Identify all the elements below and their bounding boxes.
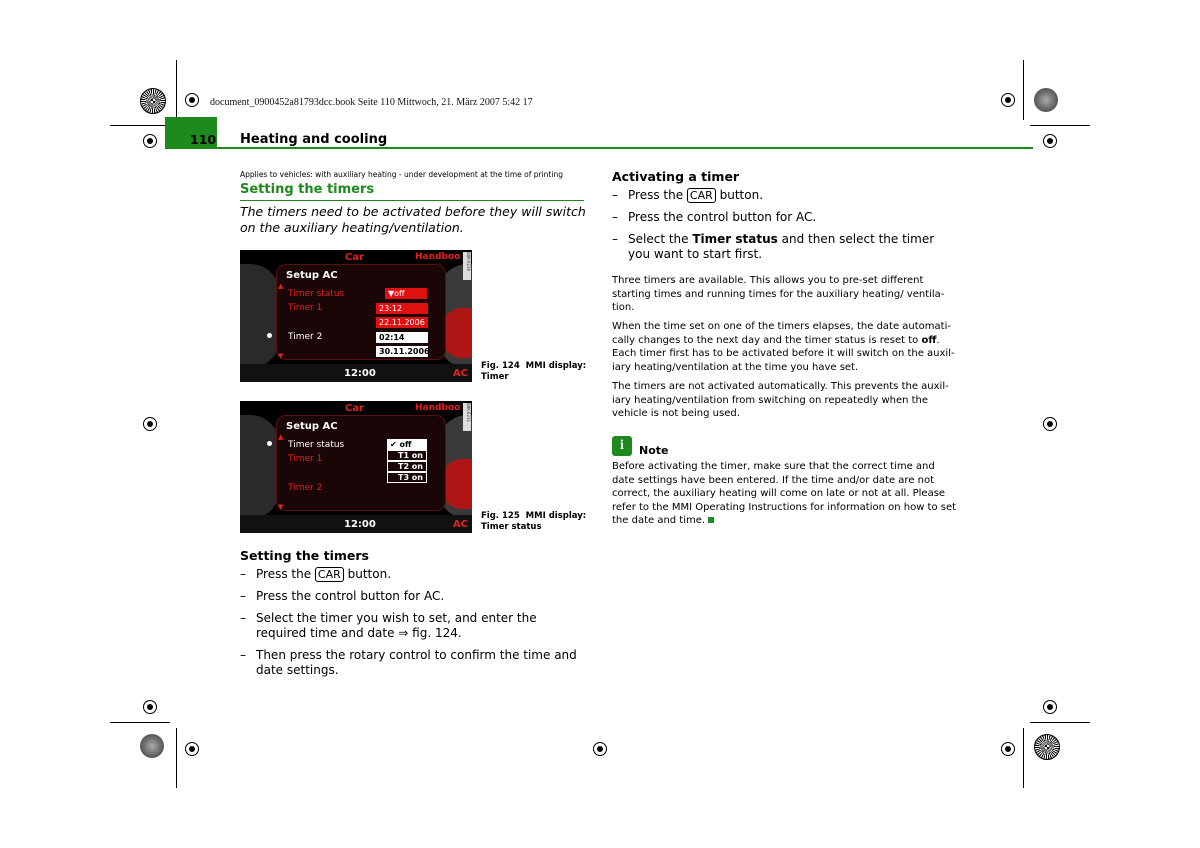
car-button-label: CAR (315, 567, 344, 582)
subsection-heading: Activating a timer (612, 169, 740, 184)
car-button-label: CAR (687, 188, 716, 203)
timer-status-label: Timer status (288, 440, 345, 450)
figure-code: B8K-0231 (463, 403, 471, 431)
step-item: – Press the CAR button. (612, 188, 764, 202)
step-item: – Press the control button for AC. (240, 589, 585, 604)
step-text: Press the (256, 567, 312, 581)
option-t1-on: T1 on (387, 450, 427, 461)
page-title: Heating and cooling (240, 132, 388, 147)
timer-status-label: Timer status (288, 289, 345, 299)
crop-mark (176, 60, 177, 120)
display-right-accent (442, 308, 472, 358)
timer1-date: 22.11.2006 (376, 317, 428, 328)
figure-caption-text: MMI display: Timer status (481, 511, 587, 532)
figure-number: Fig. 125 (481, 511, 520, 521)
paragraph-text: . Each timer first has to be activated before it will switch on the auxil-iary heating/ventilation at the time you have set. (612, 334, 955, 373)
menu-car: Car (345, 252, 365, 263)
step-text: Press the control button for AC. (628, 210, 817, 224)
crop-mark (1030, 722, 1090, 723)
setup-title: Setup AC (286, 270, 338, 281)
timer1-time: 23:12 (376, 303, 428, 314)
display-clock: 12:00 (344, 368, 376, 379)
step-text: Then press the rotary control to confirm the time and date settings. (256, 648, 577, 677)
paragraph-bold: off (921, 334, 937, 346)
registration-mark-icon (185, 742, 199, 756)
registration-mark-icon (1001, 742, 1015, 756)
note-text (612, 460, 957, 528)
paragraph: Three timers are available. This allows you to pre-set different starting times and running times for the auxiliary heating/ ventila-tion. (612, 275, 945, 313)
crop-mark (176, 728, 177, 788)
paragraph-text: When the time set on one of the timers elapses, the date automati-cally changes to the next day and the timer status is reset to (612, 321, 951, 346)
menu-handbook: Handboo (415, 252, 461, 262)
registration-mark-icon (1001, 93, 1015, 107)
crop-mark (110, 722, 170, 723)
registration-mark-icon (143, 417, 157, 431)
step-text: button. (347, 567, 392, 581)
applies-note: Applies to vehicles: with auxiliary heating - under development at the time of printing (240, 170, 563, 179)
step-text-bold: Timer status (692, 232, 778, 246)
option-t2-on: T2 on (387, 461, 427, 472)
section-title: Setting the timers (240, 182, 375, 197)
step-item: – Press the CAR button. (240, 567, 392, 581)
figure-caption (481, 361, 591, 383)
figure-number: Fig. 124 (481, 361, 520, 371)
scroll-down-arrow-icon: ▼ (278, 352, 284, 360)
starburst-target-icon (1034, 734, 1060, 760)
option-t3-on: T3 on (387, 472, 427, 483)
registration-mark-icon (1043, 134, 1057, 148)
crop-mark (1030, 125, 1090, 126)
subsection-heading: Setting the timers (240, 548, 369, 563)
gray-target-icon (1034, 88, 1058, 112)
gray-target-icon (140, 734, 164, 758)
scroll-down-arrow-icon: ▼ (278, 503, 284, 511)
registration-mark-icon (1043, 700, 1057, 714)
registration-mark-icon (143, 134, 157, 148)
registration-mark-icon (593, 742, 607, 756)
crop-mark (1023, 60, 1024, 120)
step-item: – Press the control button for AC. (612, 210, 957, 225)
intro-text: The timers need to be activated before they will switch on the auxiliary heating/ventilation. (240, 204, 586, 235)
step-item: – Select the timer you wish to set, and enter the required time and date ⇒ fig. 124. (240, 611, 585, 641)
registration-mark-icon (143, 700, 157, 714)
step-text: Press the (628, 188, 684, 202)
note-label: Note (639, 444, 669, 457)
setup-title: Setup AC (286, 421, 338, 432)
timer2-label: Timer 2 (288, 483, 323, 493)
crop-mark (1023, 728, 1024, 788)
step-text: Press the control button for AC. (256, 589, 445, 603)
timer2-time: 02:14 (376, 332, 428, 343)
step-item: – Select the Timer status and then select the timer you want to start first. (612, 232, 935, 261)
timer1-label: Timer 1 (288, 454, 323, 464)
paragraph: The timers are not activated automatically. This prevents the auxil-iary heating/ventilation from switching on repeatedly when the vehicle is not being used. (612, 381, 949, 419)
menu-handbook: Handboo (415, 403, 461, 413)
registration-mark-icon (185, 93, 199, 107)
scroll-up-arrow-icon: ▲ (278, 282, 284, 290)
selection-dot-icon (267, 441, 272, 446)
figure-caption (481, 511, 591, 533)
section-rule (240, 200, 584, 201)
crop-mark (110, 125, 170, 126)
step-text: and then select the timer you want to start first. (628, 232, 935, 261)
mmi-display-timer (240, 250, 472, 382)
timer2-date: 30.11.2006 (376, 346, 428, 357)
step-text: Select the (628, 232, 689, 246)
step-text: button. (719, 188, 764, 202)
registration-mark-icon (1043, 417, 1057, 431)
step-text: Select the timer you wish to set, and enter the required time and date ⇒ fig. 124. (256, 611, 537, 640)
timer-status-value: ▼off (385, 288, 427, 299)
display-ac: AC (452, 519, 468, 530)
note-body: Before activating the timer, make sure that the correct time and date settings have been entered. If the time and/or date are not correct, the auxiliary heating will come on late or not at all. Please refer to the MMI Operating Instructions for information on how to set the date and time. (612, 461, 957, 526)
paragraph (612, 320, 957, 374)
menu-car: Car (345, 403, 365, 414)
option-off: ✔ off (387, 439, 427, 450)
step-item: – Then press the rotary control to confirm the time and date settings. (240, 648, 585, 678)
header-rule (165, 147, 1033, 149)
info-icon: i (612, 436, 632, 456)
print-info-line: document_0900452a81793dcc.book Seite 110 Mittwoch, 21. März 2007 5:42 17 (210, 97, 533, 108)
figure-code: B8K-0230 (463, 252, 471, 280)
display-right-accent (442, 459, 472, 509)
figure-caption-text: MMI display: Timer (481, 361, 587, 382)
display-left-bezel (240, 264, 280, 368)
display-left-bezel (240, 415, 280, 519)
scroll-up-arrow-icon: ▲ (278, 433, 284, 441)
selection-dot-icon (267, 333, 272, 338)
timer1-label: Timer 1 (288, 303, 323, 313)
page-number: 110 (190, 132, 217, 147)
mmi-display-timer-status (240, 401, 472, 533)
display-clock: 12:00 (344, 519, 376, 530)
end-mark-icon (708, 517, 714, 523)
starburst-target-icon (140, 88, 166, 114)
display-ac: AC (452, 368, 468, 379)
timer2-label: Timer 2 (288, 332, 323, 342)
